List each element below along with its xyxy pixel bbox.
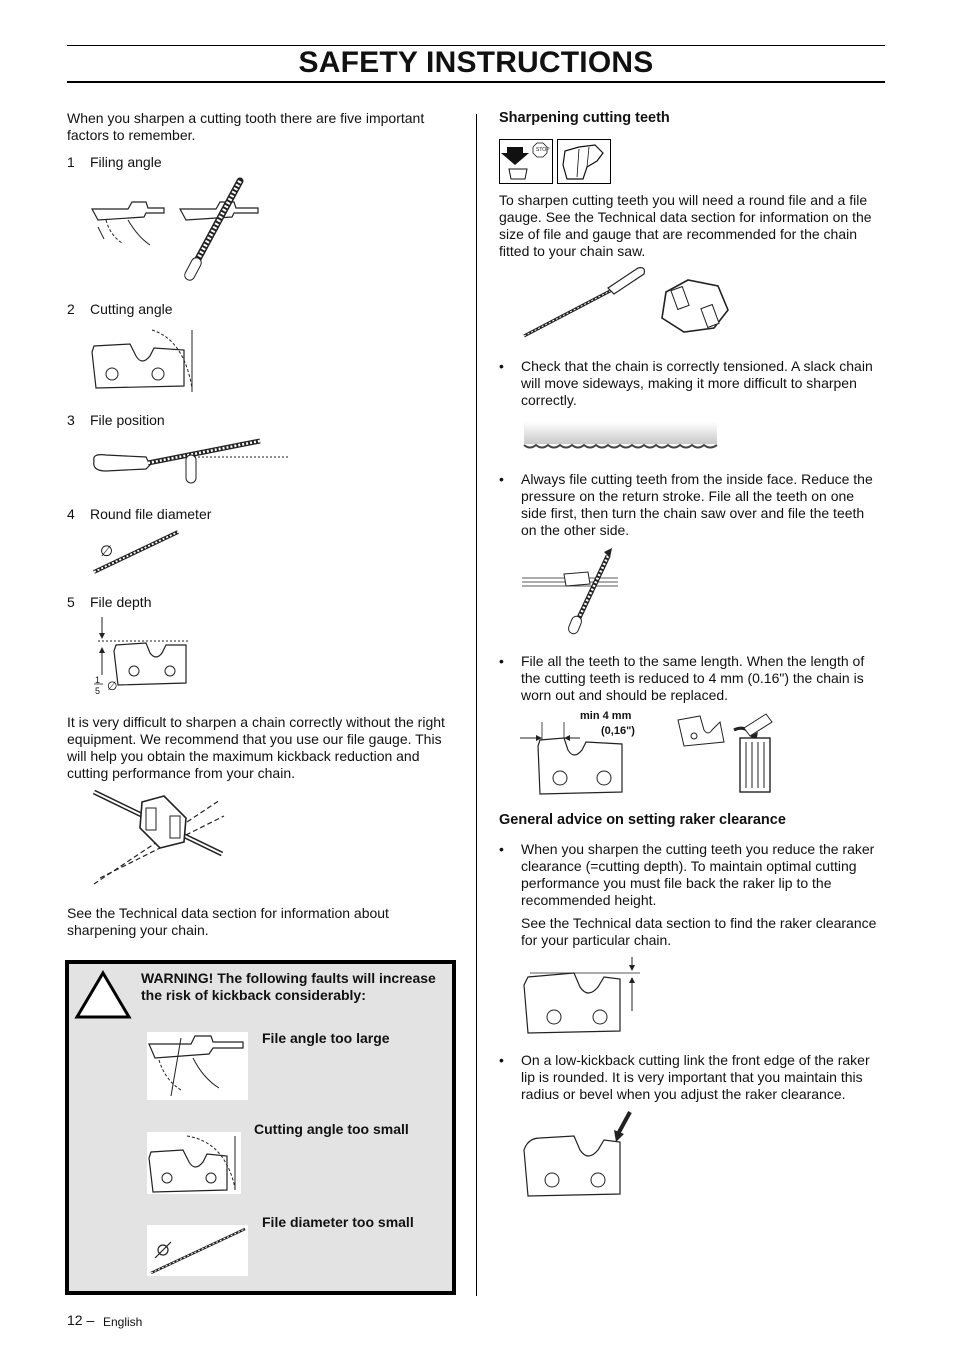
fault-figure-file-diameter (147, 1225, 248, 1276)
bullet-text: Always file cutting teeth from the inside face. Reduce the pressure on the return stroke. File all the teeth on one side first, then turn the chain saw over and file the teeth on the other side. (521, 471, 873, 538)
bullet-text: Check that the chain is correctly tensioned. A slack chain will move sideways, making it more difficult to sharpen correctly. (521, 358, 873, 408)
factor-label: Round file diameter (90, 506, 212, 522)
factor-label: File depth (90, 594, 152, 610)
page-number: 12 – (67, 1312, 95, 1328)
depth-diameter-symbol: ∅ (107, 679, 118, 693)
diameter-symbol: ∅ (100, 543, 114, 560)
round-file-illustration (90, 528, 185, 578)
factor-number: 2 (67, 301, 75, 317)
bullet-tension: • Check that the chain is correctly tensioned. A slack chain will move sideways, making it more difficult to sharpen correctly. (499, 358, 885, 410)
factor-label: File position (90, 412, 165, 428)
bullet-text: On a low-kickback cutting link the front edge of the raker lip is rounded. It is very important that you maintain this radius or bevel when you adjust the raker clearance. (521, 1052, 870, 1102)
file-gauge-illustration (90, 788, 230, 888)
bullet-text: When you sharpen the cutting teeth you reduce the raker clearance (=cutting depth). To maintain optimal cutting performance you must file back the raker lip to the recommended height. (521, 841, 875, 908)
warning-triangle-icon (74, 970, 132, 1020)
min-length-label: min 4 mm (580, 710, 632, 722)
bullet-raker: • When you sharpen the cutting teeth you reduce the raker clearance (=cutting depth). To maintain optimal cutting performance you must file back the raker lip to the recommended height. (499, 841, 885, 911)
warning-text: WARNING! The following faults will increase the risk of kickback considerably: (141, 970, 436, 1003)
cutting-angle-too-small-icon (147, 1132, 241, 1194)
bullet-same-length: • File all the teeth to the same length. When the length of the cutting teeth is reduced to 4 mm (0.16") the chain is worn out and should be replaced. (499, 653, 885, 705)
file-diameter-too-small-icon (147, 1225, 248, 1276)
fault-label: File diameter too small (262, 1214, 414, 1230)
filing-direction-illustration (520, 548, 625, 638)
page-title: SAFETY INSTRUCTIONS (298, 46, 654, 79)
page-language: English (103, 1315, 143, 1329)
chain-tension-illustration (524, 418, 717, 458)
depth-fraction-bottom: 5 (95, 686, 101, 696)
file-and-gauge-illustration (520, 262, 735, 342)
raker-clearance-illustration (520, 955, 645, 1037)
bullet-low-kickback: • On a low-kickback cutting link the front edge of the raker lip is rounded. It is very important that you maintain this radius or bevel when you adjust the raker clearance. (499, 1052, 885, 1104)
raker-paragraph: See the Technical data section to find the raker clearance for your particular chain. (521, 915, 877, 948)
depth-fraction-top: 1 (95, 675, 101, 685)
min-length-inch-label: (0,16") (601, 725, 635, 737)
tools-paragraph: To sharpen cutting teeth you will need a round file and a file gauge. See the Technical data section for information on the size of file and gauge that are recommended for the chain fitted to your chain saw. (499, 192, 872, 259)
column-divider (476, 114, 477, 1296)
warning-box (65, 960, 456, 1295)
heading-sharpening: Sharpening cutting teeth (499, 110, 670, 126)
fault-label: Cutting angle too small (254, 1121, 409, 1137)
min-length-illustration (520, 708, 785, 798)
fault-figure-cutting-angle (147, 1132, 241, 1194)
factor-number: 4 (67, 506, 75, 522)
factor-label: Filing angle (90, 154, 162, 170)
technical-paragraph: See the Technical data section for information about sharpening your chain. (67, 905, 389, 938)
fault-figure-file-angle (147, 1032, 248, 1100)
cutting-angle-illustration (88, 326, 198, 396)
file-angle-too-large-icon (147, 1032, 248, 1100)
bullet-text: File all the teeth to the same length. When the length of the cutting teeth is reduced to 4 mm (0.16") the chain is worn out and should be replaced. (521, 653, 865, 703)
heading-raker: General advice on setting raker clearance (499, 812, 786, 828)
factor-number: 1 (67, 154, 75, 170)
low-kickback-link-illustration (520, 1110, 635, 1200)
file-position-illustration (88, 433, 298, 488)
title-underline (67, 81, 885, 83)
gauge-paragraph: It is very difficult to sharpen a chain correctly without the right equipment. We recommend that you use our file gauge. This will help you obtain the maximum kickback reduction and cutting performance from your chain. (67, 714, 445, 781)
factor-label: Cutting angle (90, 301, 173, 317)
protective-gear-icons (499, 139, 613, 185)
intro-text: When you sharpen a cutting tooth there are five important factors to remember. (67, 110, 425, 143)
stop-sign-label: STOP (536, 147, 550, 153)
fault-label: File angle too large (262, 1030, 390, 1046)
factor-number: 5 (67, 594, 75, 610)
factor-number: 3 (67, 412, 75, 428)
bullet-inside-face: • Always file cutting teeth from the inside face. Reduce the pressure on the return stroke. File all the teeth on one side first, then turn the chain saw over and file the teeth on the other side. (499, 471, 885, 541)
filing-angle-illustration (88, 175, 268, 287)
